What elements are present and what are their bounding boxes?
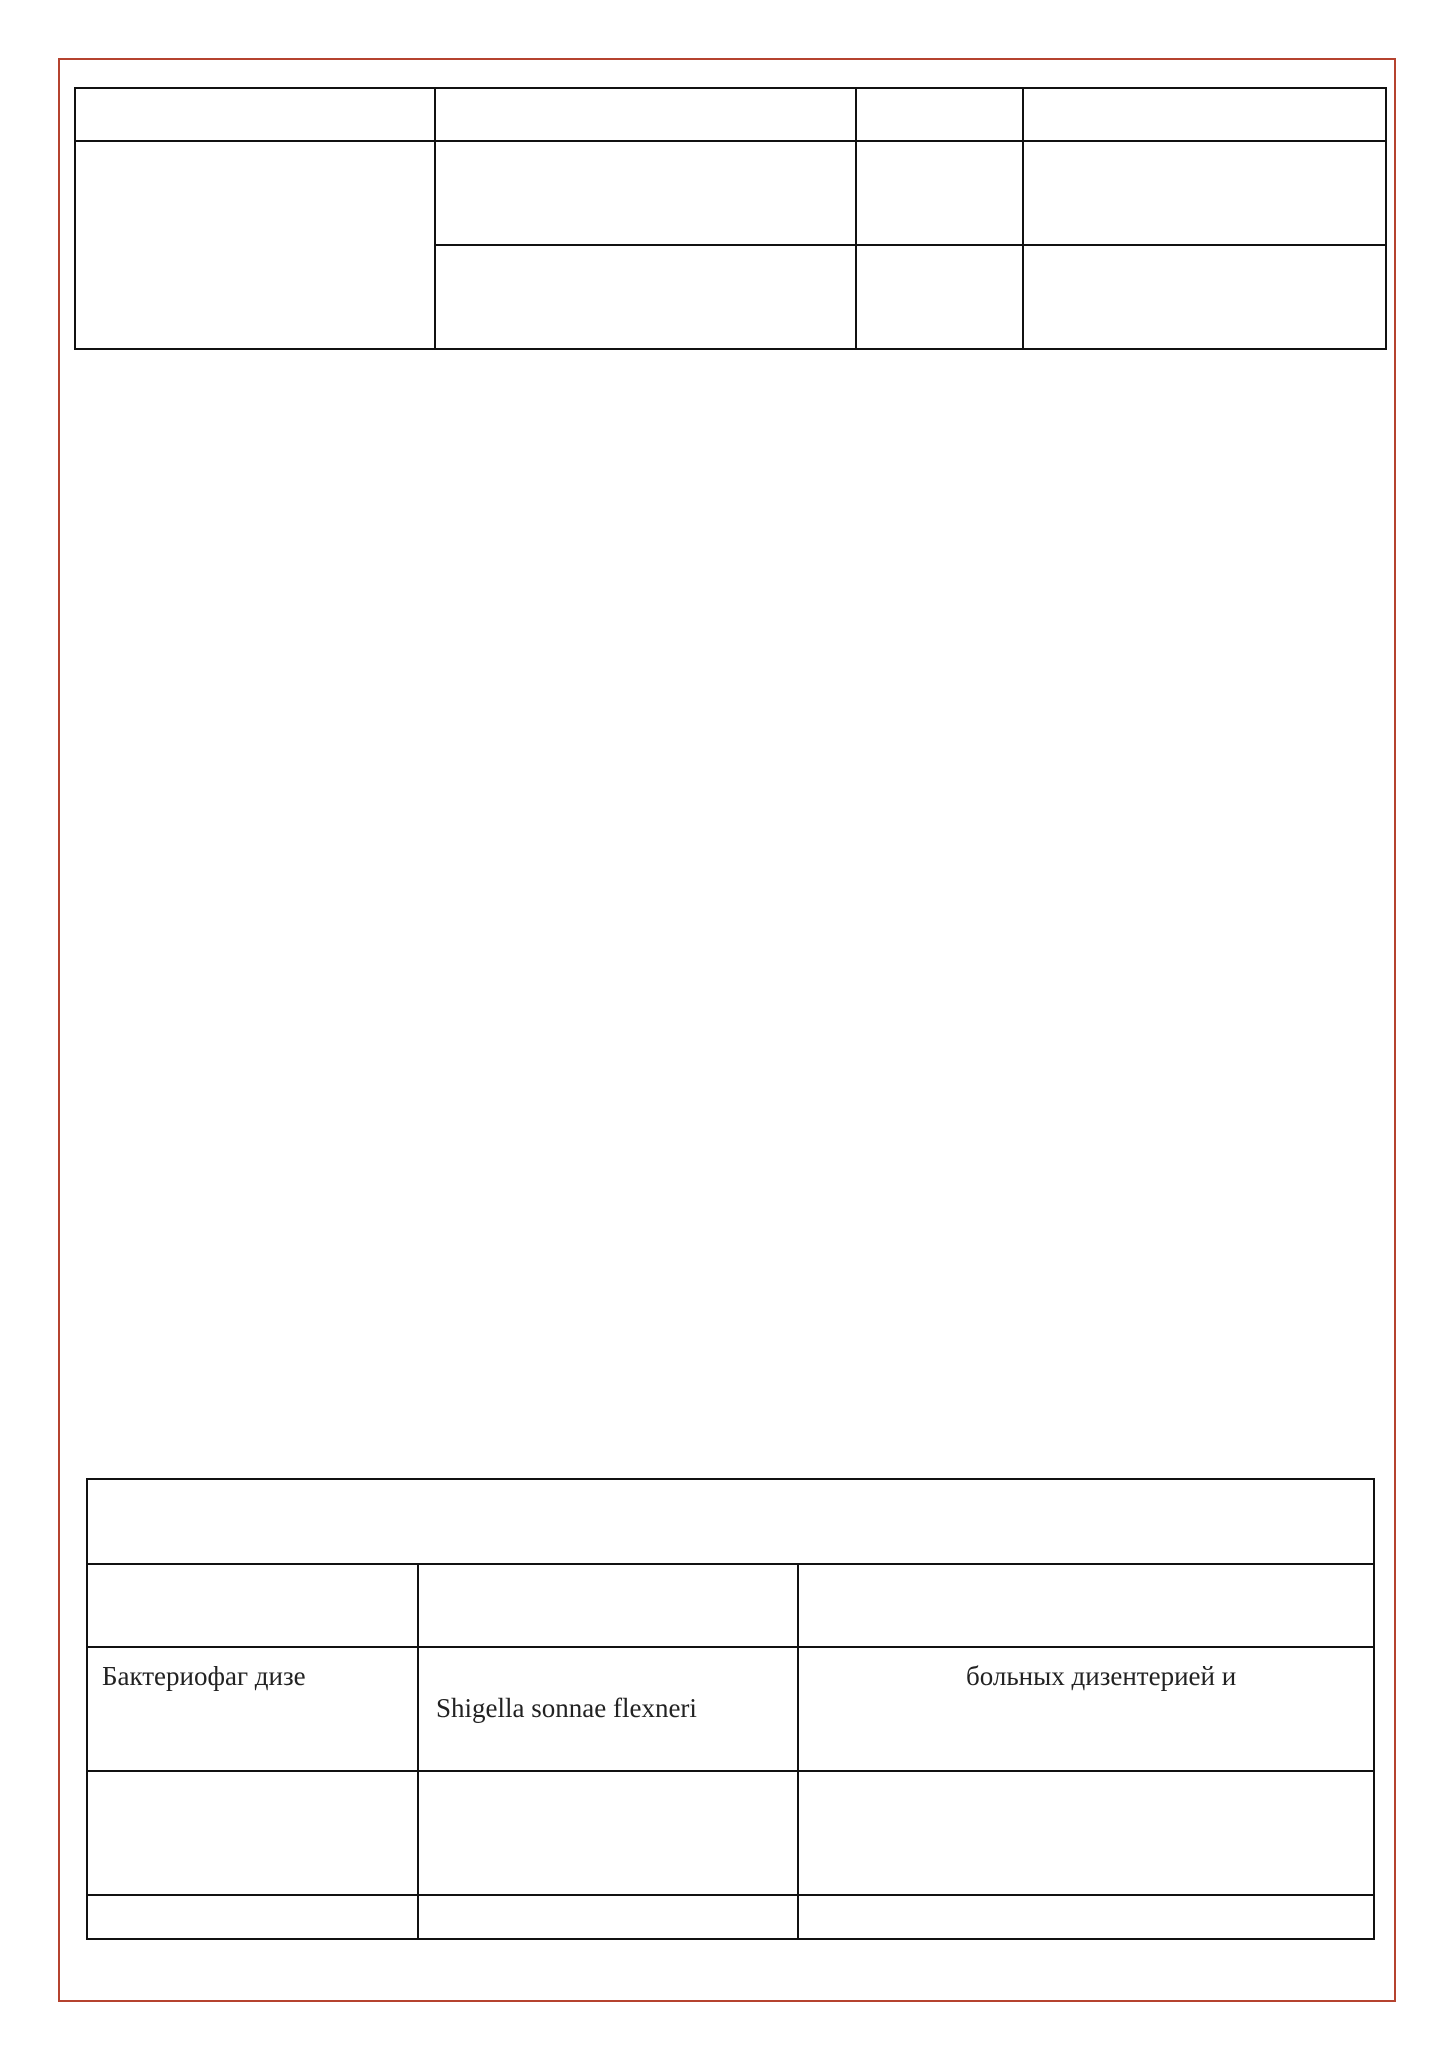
bottom-table-col-divider-1 <box>417 1563 419 1940</box>
top-table-col-divider-1 <box>434 87 436 350</box>
top-table-border-bottom <box>74 348 1387 350</box>
bottom-table-cell-preparation: Бактериофаг дизе <box>102 1661 306 1691</box>
top-table-header-separator <box>74 140 1387 142</box>
bottom-table-border-bottom <box>86 1938 1375 1940</box>
bottom-table-title-separator <box>86 1563 1375 1565</box>
bottom-table-cell-indication: больных дизентерией и <box>966 1661 1237 1691</box>
bottom-table-header-separator <box>86 1646 1375 1648</box>
top-table-col-divider-3 <box>1022 87 1024 350</box>
top-table-col-divider-2 <box>855 87 857 350</box>
top-table-border-right <box>1385 87 1387 350</box>
top-table-row-separator <box>436 244 1387 246</box>
bottom-table-row-separator-1 <box>86 1770 1375 1772</box>
top-table-border-left <box>74 87 76 350</box>
bottom-table-border-top <box>86 1478 1375 1480</box>
bottom-table-border-right <box>1373 1478 1375 1940</box>
bottom-table-border-left <box>86 1478 88 1940</box>
bottom-table-row-separator-2 <box>86 1894 1375 1896</box>
bottom-table-col-divider-2 <box>797 1563 799 1940</box>
bottom-table-cell-pathogen: Shigella sonnae flexneri <box>436 1693 697 1723</box>
top-table-border-top <box>74 87 1387 89</box>
